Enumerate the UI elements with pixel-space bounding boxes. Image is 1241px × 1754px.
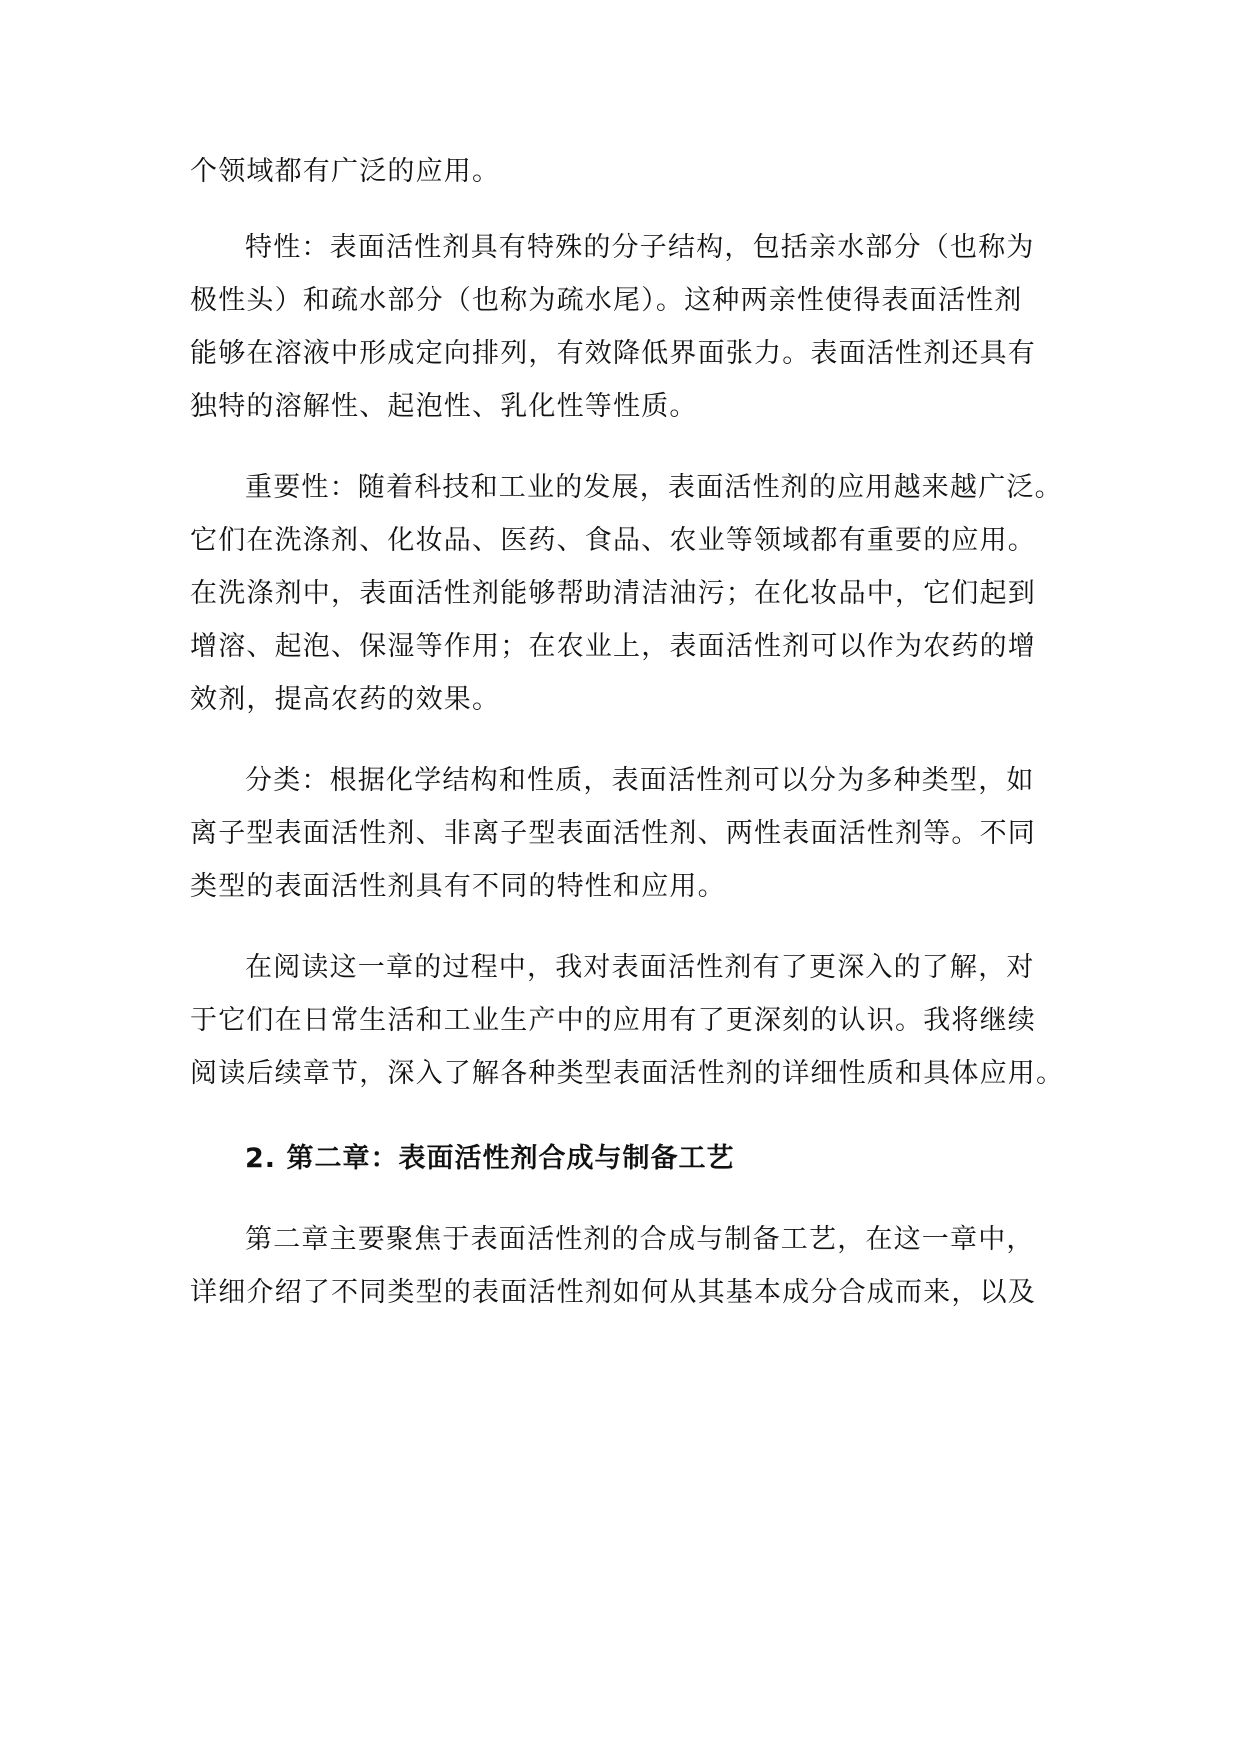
text-line: 独特的溶解性、起泡性、乳化性等性质。 [190, 391, 698, 422]
text-line: 在洗涤剂中，表面活性剂能够帮助清洁油污；在化妆品中，它们起到 [190, 578, 1036, 609]
paragraph-importance-line: 重要性：随着科技和工业的发展，表面活性剂的应用越来越广泛。 [245, 472, 1063, 503]
paragraph-chapter-2-line: 第二章主要聚焦于表面活性剂的合成与制备工艺，在这一章中， [245, 1224, 1035, 1255]
text-line: 它们在洗涤剂、化妆品、医药、食品、农业等领域都有重要的应用。 [190, 525, 1036, 556]
text-line: 于它们在日常生活和工业生产中的应用有了更深刻的认识。我将继续 [190, 1005, 1036, 1036]
text-line: 类型的表面活性剂具有不同的特性和应用。 [190, 871, 726, 902]
text-line: 能够在溶液中形成定向排列，有效降低界面张力。表面活性剂还具有 [190, 338, 1036, 369]
paragraph-characteristics-line: 特性：表面活性剂具有特殊的分子结构，包括亲水部分（也称为 [245, 232, 1035, 263]
text-line: 极性头）和疏水部分（也称为疏水尾）。这种两亲性使得表面活性剂 [190, 285, 1023, 316]
paragraph-reflection-line: 在阅读这一章的过程中，我对表面活性剂有了更深入的了解，对 [245, 952, 1035, 983]
text-line: 详细介绍了不同类型的表面活性剂如何从其基本成分合成而来，以及 [190, 1277, 1036, 1308]
chapter-2-heading: 2. 第二章：表面活性剂合成与制备工艺 [245, 1143, 735, 1174]
paragraph-classification-line: 分类：根据化学结构和性质，表面活性剂可以分为多种类型，如 [245, 765, 1035, 796]
text-line: 阅读后续章节，深入了解各种类型表面活性剂的详细性质和具体应用。 [190, 1058, 1065, 1089]
text-line: 个领域都有广泛的应用。 [190, 156, 501, 187]
text-line: 增溶、起泡、保湿等作用；在农业上，表面活性剂可以作为农药的增 [190, 631, 1036, 662]
text-line: 离子型表面活性剂、非离子型表面活性剂、两性表面活性剂等。不同 [190, 818, 1036, 849]
text-line: 效剂，提高农药的效果。 [190, 684, 501, 715]
